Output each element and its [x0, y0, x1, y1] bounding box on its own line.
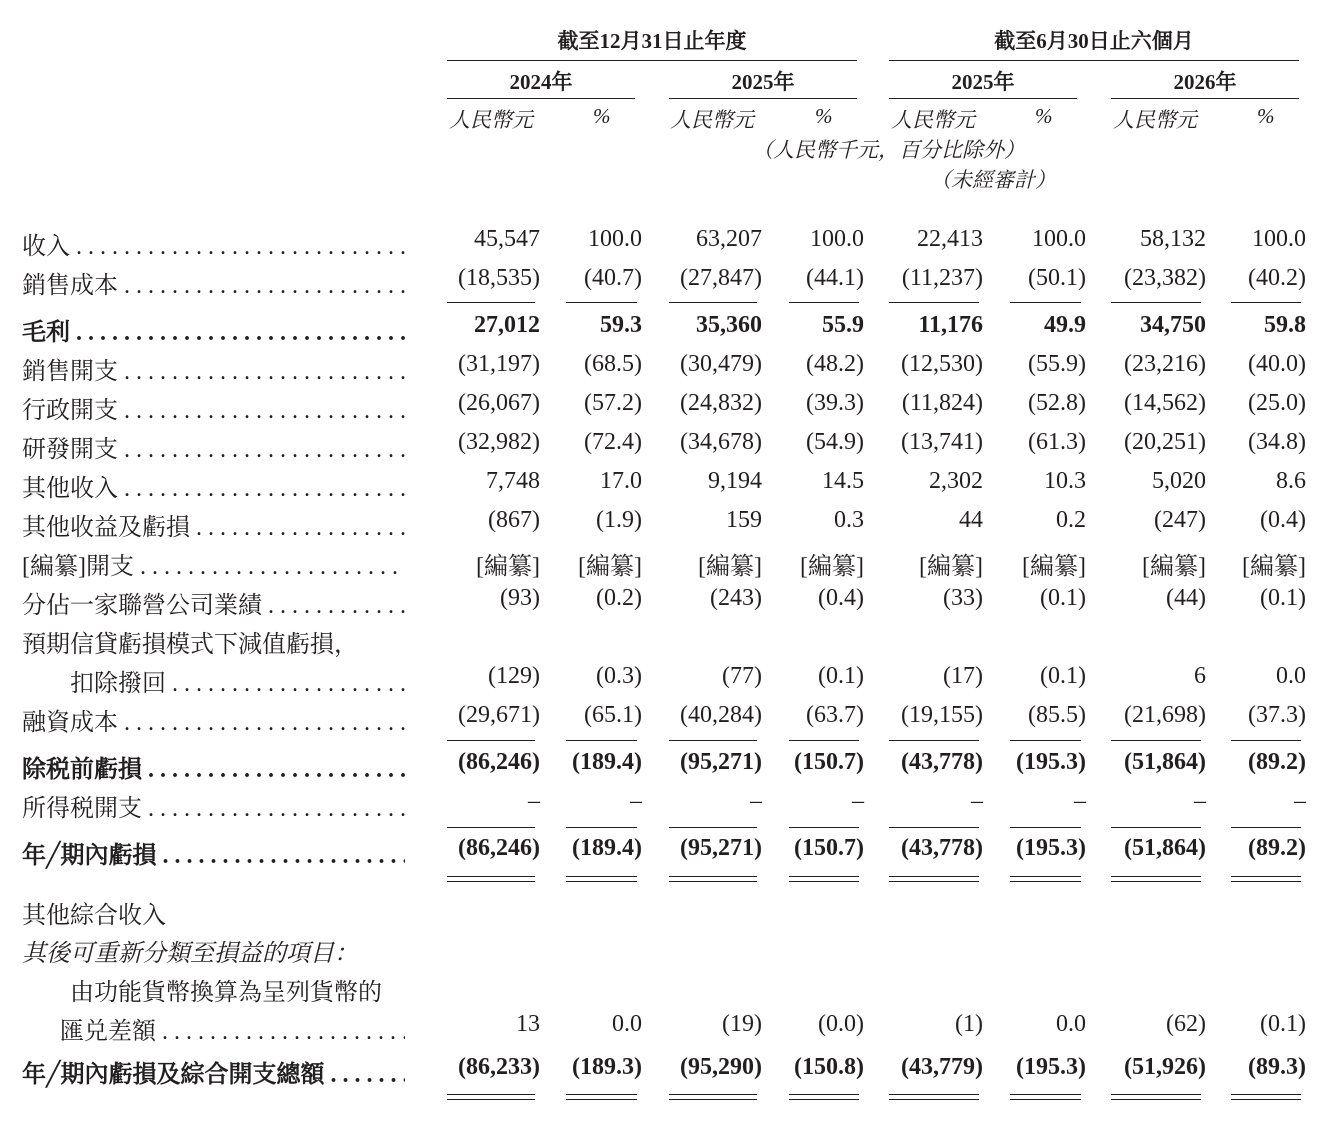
cell-value: (14,562) — [1124, 390, 1206, 416]
single-rule — [1111, 302, 1201, 303]
single-rule — [1010, 302, 1081, 303]
cell-value: 0.0 — [1276, 663, 1306, 689]
cell-value: (43,778) — [901, 749, 983, 775]
single-rule — [566, 827, 637, 828]
cell-value: [編纂] — [800, 554, 864, 580]
single-rule — [447, 740, 535, 741]
double-rule — [1010, 876, 1081, 882]
cell-value: 5,020 — [1152, 468, 1206, 494]
single-rule — [789, 740, 859, 741]
cell-value: 159 — [726, 507, 762, 533]
double-rule — [789, 1094, 859, 1100]
cell-value: 45,547 — [474, 226, 540, 252]
cell-value: – — [1194, 788, 1206, 814]
cell-value: (40.0) — [1248, 351, 1306, 377]
cell-value: (23,216) — [1124, 351, 1206, 377]
unit-note: （人民幣千元，百分比除外） — [752, 138, 1025, 162]
cell-value: – — [1074, 788, 1086, 814]
single-rule — [889, 740, 979, 741]
single-rule — [789, 827, 859, 828]
cell-value: [編纂] — [476, 554, 540, 580]
cell-value: (65.1) — [584, 702, 642, 728]
row-label: 其他綜合收入 — [22, 903, 166, 929]
cell-value: (32,982) — [458, 429, 540, 455]
cell-value: 59.3 — [600, 312, 642, 338]
cell-value: (89.3) — [1248, 1054, 1306, 1080]
cell-value: (189.4) — [572, 749, 642, 775]
cell-value: (189.4) — [572, 835, 642, 861]
cell-value: – — [750, 788, 762, 814]
double-rule — [1231, 1094, 1301, 1100]
cell-value: (0.2) — [596, 585, 642, 611]
cell-value: (40.2) — [1248, 265, 1306, 291]
cell-value: (37.3) — [1248, 702, 1306, 728]
row-label: 銷售成本 . . . — [22, 265, 405, 300]
year-header-2024: 2024年 — [509, 70, 573, 94]
single-rule — [566, 740, 637, 741]
year-header-2025-6m: 2025年 — [951, 70, 1015, 94]
cell-value: 63,207 — [696, 226, 762, 252]
double-rule — [1231, 876, 1301, 882]
cell-value: (18,535) — [458, 265, 540, 291]
cell-value: (44) — [1166, 585, 1206, 611]
cell-value: 100.0 — [1032, 226, 1086, 252]
cell-value: (247) — [1154, 507, 1206, 533]
cell-value: (0.1) — [818, 663, 864, 689]
year-rule-2 — [669, 98, 857, 99]
cell-value: (95,290) — [680, 1054, 762, 1080]
cell-value: (62) — [1166, 1011, 1206, 1037]
row-label: 年╱期內虧損 . . . — [22, 835, 405, 870]
year-rule-3 — [889, 98, 1077, 99]
cell-value: (86,246) — [458, 749, 540, 775]
cell-value: (63.7) — [806, 702, 864, 728]
cell-value: (25.0) — [1248, 390, 1306, 416]
header-rule-full-year — [447, 60, 857, 61]
cell-value: (54.9) — [806, 429, 864, 455]
cell-value: (0.3) — [596, 663, 642, 689]
row-label: 由功能貨幣換算為呈列貨幣的 — [70, 980, 382, 1006]
cell-value: (31,197) — [458, 351, 540, 377]
cell-value: (1.9) — [596, 507, 642, 533]
cell-value: (86,233) — [458, 1054, 540, 1080]
cell-value: (43,778) — [901, 835, 983, 861]
cell-value: 34,750 — [1140, 312, 1206, 338]
row-label: 收入 . . . — [22, 226, 405, 261]
cell-value: [編纂] — [1242, 554, 1306, 580]
double-rule — [669, 876, 757, 882]
double-rule — [889, 1094, 979, 1100]
unit-rmb-3: 人民幣元 — [891, 108, 975, 132]
unit-pct-4: % — [1257, 104, 1275, 128]
row-label: 其後可重新分類至損益的項目： — [22, 941, 358, 967]
cell-value: (21,698) — [1124, 702, 1206, 728]
cell-value: [編纂] — [1022, 554, 1086, 580]
double-rule — [566, 1094, 637, 1100]
header-rule-six-months — [889, 60, 1299, 61]
cell-value: (0.4) — [1260, 507, 1306, 533]
cell-value: 44 — [959, 507, 983, 533]
cell-value: (48.2) — [806, 351, 864, 377]
cell-value: (195.3) — [1016, 749, 1086, 775]
cell-value: (86,246) — [458, 835, 540, 861]
row-label: 毛利 . . . — [22, 312, 405, 347]
cell-value: 17.0 — [600, 468, 642, 494]
single-rule — [669, 740, 757, 741]
single-rule — [447, 827, 535, 828]
cell-value: (23,382) — [1124, 265, 1206, 291]
single-rule — [889, 827, 979, 828]
cell-value: – — [630, 788, 642, 814]
cell-value: (57.2) — [584, 390, 642, 416]
single-rule — [1231, 827, 1301, 828]
cell-value: (40.7) — [584, 265, 642, 291]
cell-value: (17) — [943, 663, 983, 689]
cell-value: (51,926) — [1124, 1054, 1206, 1080]
single-rule — [1231, 740, 1301, 741]
double-rule — [889, 876, 979, 882]
year-header-2026: 2026年 — [1173, 70, 1237, 94]
row-label: [編纂]開支 . . . — [22, 546, 405, 581]
cell-value: 11,176 — [918, 312, 983, 338]
cell-value: (61.3) — [1028, 429, 1086, 455]
cell-value: (95,271) — [680, 749, 762, 775]
cell-value: [編纂] — [1142, 554, 1206, 580]
cell-value: (150.7) — [794, 749, 864, 775]
cell-value: (43,779) — [901, 1054, 983, 1080]
single-rule — [889, 302, 979, 303]
cell-value: (72.4) — [584, 429, 642, 455]
cell-value: 13 — [516, 1011, 540, 1037]
cell-value: (0.1) — [1260, 1011, 1306, 1037]
unit-rmb-1: 人民幣元 — [449, 108, 533, 132]
row-label: 研發開支 . . . — [22, 429, 405, 464]
cell-value: (33) — [943, 585, 983, 611]
single-rule — [669, 827, 757, 828]
cell-value: 14.5 — [822, 468, 864, 494]
period-header-six-months: 截至6月30日止六個月 — [994, 29, 1194, 53]
double-rule — [669, 1094, 757, 1100]
cell-value: 0.3 — [834, 507, 864, 533]
cell-value: (68.5) — [584, 351, 642, 377]
double-rule — [447, 1094, 535, 1100]
cell-value: (19,155) — [901, 702, 983, 728]
cell-value: (0.1) — [1040, 663, 1086, 689]
cell-value: (195.3) — [1016, 835, 1086, 861]
cell-value: 6 — [1194, 663, 1206, 689]
row-label: 融資成本 . . . — [22, 702, 405, 737]
single-rule — [669, 302, 757, 303]
cell-value: (11,824) — [901, 390, 983, 416]
cell-value: 0.0 — [1056, 1011, 1086, 1037]
cell-value: (0.4) — [818, 585, 864, 611]
unit-pct-2: % — [815, 104, 833, 128]
cell-value: (85.5) — [1028, 702, 1086, 728]
double-rule — [1111, 1094, 1201, 1100]
cell-value: (13,741) — [901, 429, 983, 455]
single-rule — [789, 302, 859, 303]
double-rule — [566, 876, 637, 882]
cell-value: (189.3) — [572, 1054, 642, 1080]
cell-value: (195.3) — [1016, 1054, 1086, 1080]
cell-value: (29,671) — [458, 702, 540, 728]
cell-value: 55.9 — [822, 312, 864, 338]
cell-value: (12,530) — [901, 351, 983, 377]
year-rule-1 — [447, 98, 635, 99]
cell-value: (39.3) — [806, 390, 864, 416]
cell-value: (51,864) — [1124, 835, 1206, 861]
cell-value: (89.2) — [1248, 835, 1306, 861]
cell-value: [編纂] — [698, 554, 762, 580]
cell-value: 100.0 — [588, 226, 642, 252]
cell-value: – — [852, 788, 864, 814]
cell-value: (150.7) — [794, 835, 864, 861]
cell-value: 0.2 — [1056, 507, 1086, 533]
cell-value: (11,237) — [901, 265, 983, 291]
row-label: 匯兑差額 . . . — [60, 1011, 405, 1046]
cell-value: (19) — [722, 1011, 762, 1037]
cell-value: 0.0 — [612, 1011, 642, 1037]
cell-value: – — [1294, 788, 1306, 814]
cell-value: (0.1) — [1040, 585, 1086, 611]
cell-value: (26,067) — [458, 390, 540, 416]
cell-value: (51,864) — [1124, 749, 1206, 775]
unit-rmb-2: 人民幣元 — [670, 108, 754, 132]
single-rule — [1010, 827, 1081, 828]
cell-value: (27,847) — [680, 265, 762, 291]
cell-value: (129) — [488, 663, 540, 689]
cell-value: 2,302 — [929, 468, 983, 494]
row-label: 預期信貸虧損模式下減值虧損， — [22, 632, 358, 658]
cell-value: 58,132 — [1140, 226, 1206, 252]
cell-value: (52.8) — [1028, 390, 1086, 416]
cell-value: (93) — [500, 585, 540, 611]
row-label: 除税前虧損 . . . — [22, 749, 405, 784]
single-rule — [1111, 827, 1201, 828]
cell-value: 7,748 — [486, 468, 540, 494]
cell-value: (30,479) — [680, 351, 762, 377]
double-rule — [447, 876, 535, 882]
cell-value: – — [528, 788, 540, 814]
cell-value: [編纂] — [919, 554, 983, 580]
unaudited-note: （未經審計） — [930, 168, 1056, 192]
single-rule — [1010, 740, 1081, 741]
cell-value: 10.3 — [1044, 468, 1086, 494]
cell-value: (34.8) — [1248, 429, 1306, 455]
year-rule-4 — [1111, 98, 1299, 99]
cell-value: (95,271) — [680, 835, 762, 861]
cell-value: [編纂] — [578, 554, 642, 580]
cell-value: 35,360 — [696, 312, 762, 338]
row-label: 年╱期內虧損及綜合開支總額 . . . — [22, 1054, 405, 1089]
row-label: 其他收益及虧損 . . . — [22, 507, 405, 542]
period-header-full-year: 截至12月31日止年度 — [557, 29, 747, 53]
unit-pct-1: % — [593, 104, 611, 128]
cell-value: 8.6 — [1276, 468, 1306, 494]
cell-value: 100.0 — [1252, 226, 1306, 252]
cell-value: (150.8) — [794, 1054, 864, 1080]
cell-value: 100.0 — [810, 226, 864, 252]
cell-value: 22,413 — [917, 226, 983, 252]
cell-value: – — [971, 788, 983, 814]
cell-value: (34,678) — [680, 429, 762, 455]
cell-value: 49.9 — [1044, 312, 1086, 338]
single-rule — [447, 302, 535, 303]
cell-value: (77) — [722, 663, 762, 689]
cell-value: 9,194 — [708, 468, 762, 494]
cell-value: (50.1) — [1028, 265, 1086, 291]
cell-value: 27,012 — [474, 312, 540, 338]
single-rule — [566, 302, 637, 303]
cell-value: (20,251) — [1124, 429, 1206, 455]
row-label: 分佔一家聯營公司業績 . . . — [22, 585, 405, 620]
single-rule — [1111, 740, 1201, 741]
cell-value: (867) — [488, 507, 540, 533]
single-rule — [1231, 302, 1301, 303]
unit-rmb-4: 人民幣元 — [1113, 108, 1197, 132]
row-label: 所得税開支 . . . — [22, 788, 405, 823]
cell-value: (24,832) — [680, 390, 762, 416]
cell-value: (55.9) — [1028, 351, 1086, 377]
cell-value: (40,284) — [680, 702, 762, 728]
unit-pct-3: % — [1035, 104, 1053, 128]
double-rule — [789, 876, 859, 882]
row-label: 扣除撥回 . . . — [70, 663, 405, 698]
year-header-2025-fy: 2025年 — [731, 70, 795, 94]
row-label: 其他收入 . . . — [22, 468, 405, 503]
cell-value: 59.8 — [1264, 312, 1306, 338]
cell-value: (44.1) — [806, 265, 864, 291]
cell-value: (0.0) — [818, 1011, 864, 1037]
cell-value: (1) — [955, 1011, 983, 1037]
row-label: 銷售開支 . . . — [22, 351, 405, 386]
cell-value: (89.2) — [1248, 749, 1306, 775]
double-rule — [1010, 1094, 1081, 1100]
cell-value: (0.1) — [1260, 585, 1306, 611]
cell-value: (243) — [710, 585, 762, 611]
row-label: 行政開支 . . . — [22, 390, 405, 425]
double-rule — [1111, 876, 1201, 882]
